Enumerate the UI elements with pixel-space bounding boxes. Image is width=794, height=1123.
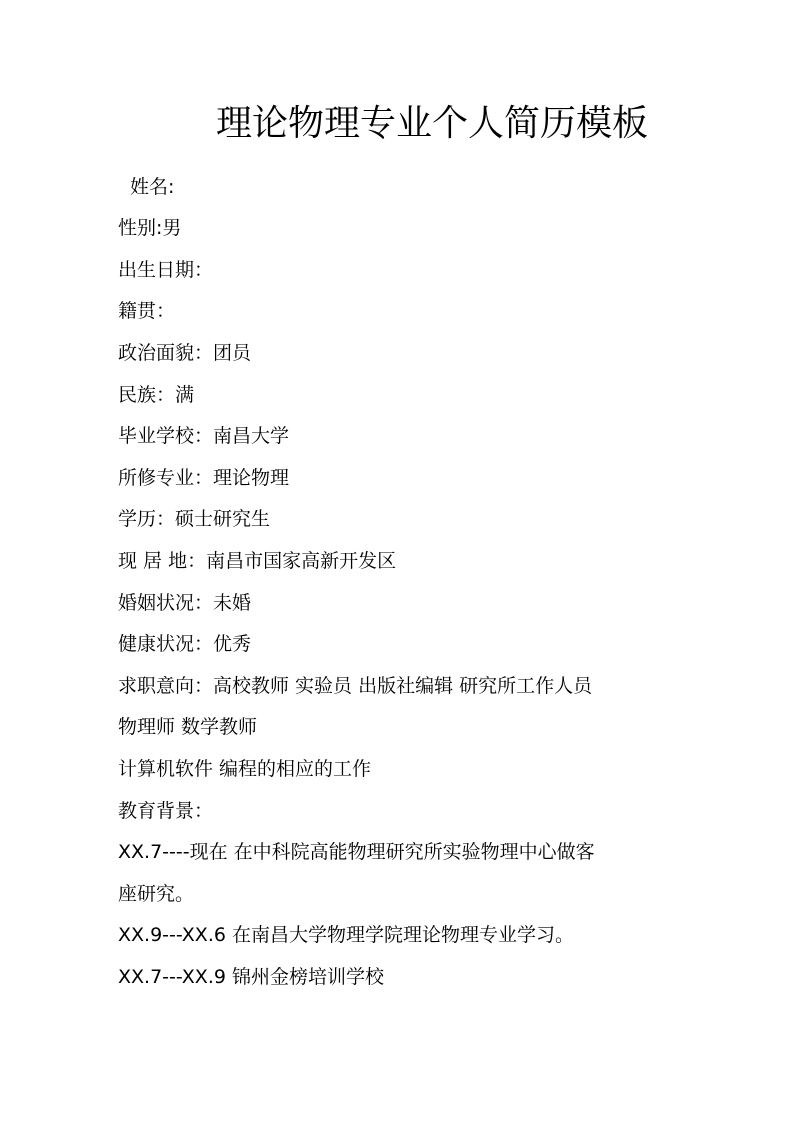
education-background-heading: 教育背景： [118, 800, 214, 822]
health-status-line: 健康状况：优秀 [118, 633, 252, 655]
education-entry-2: XX.9---XX.6 在南昌大学物理学院理论物理专业学习。 [118, 924, 574, 946]
marital-status-line: 婚姻状况：未婚 [118, 592, 252, 614]
education-level-line: 学历：硕士研究生 [118, 508, 271, 530]
major-line: 所修专业：理论物理 [118, 467, 290, 489]
job-intention-line: 求职意向：高校教师 实验员 出版社编辑 研究所工作人员 [118, 675, 593, 697]
document-title: 理论物理专业个人简历模板 [215, 103, 648, 144]
ethnicity-line: 民族：满 [118, 384, 195, 406]
job-intention-continued-line: 物理师 数学教师 [118, 716, 258, 738]
political-status-line: 政治面貌：团员 [118, 342, 252, 364]
education-entry-1-continued: 座研究。 [118, 883, 195, 905]
graduate-school-line: 毕业学校：南昌大学 [118, 425, 290, 447]
education-entry-3: XX.7---XX.9 锦州金榜培训学校 [118, 966, 384, 988]
education-entry-1: XX.7----现在 在中科院高能物理研究所实验物理中心做客 [118, 841, 595, 863]
birthdate-line: 出生日期： [118, 259, 214, 281]
job-intention-software-line: 计算机软件 编程的相应的工作 [118, 758, 372, 780]
gender-line: 性别:男 [118, 217, 182, 239]
residence-line: 现 居 地：南昌市国家高新开发区 [118, 550, 397, 572]
name-line: 姓名: [130, 176, 175, 198]
native-place-line: 籍贯： [118, 300, 176, 322]
